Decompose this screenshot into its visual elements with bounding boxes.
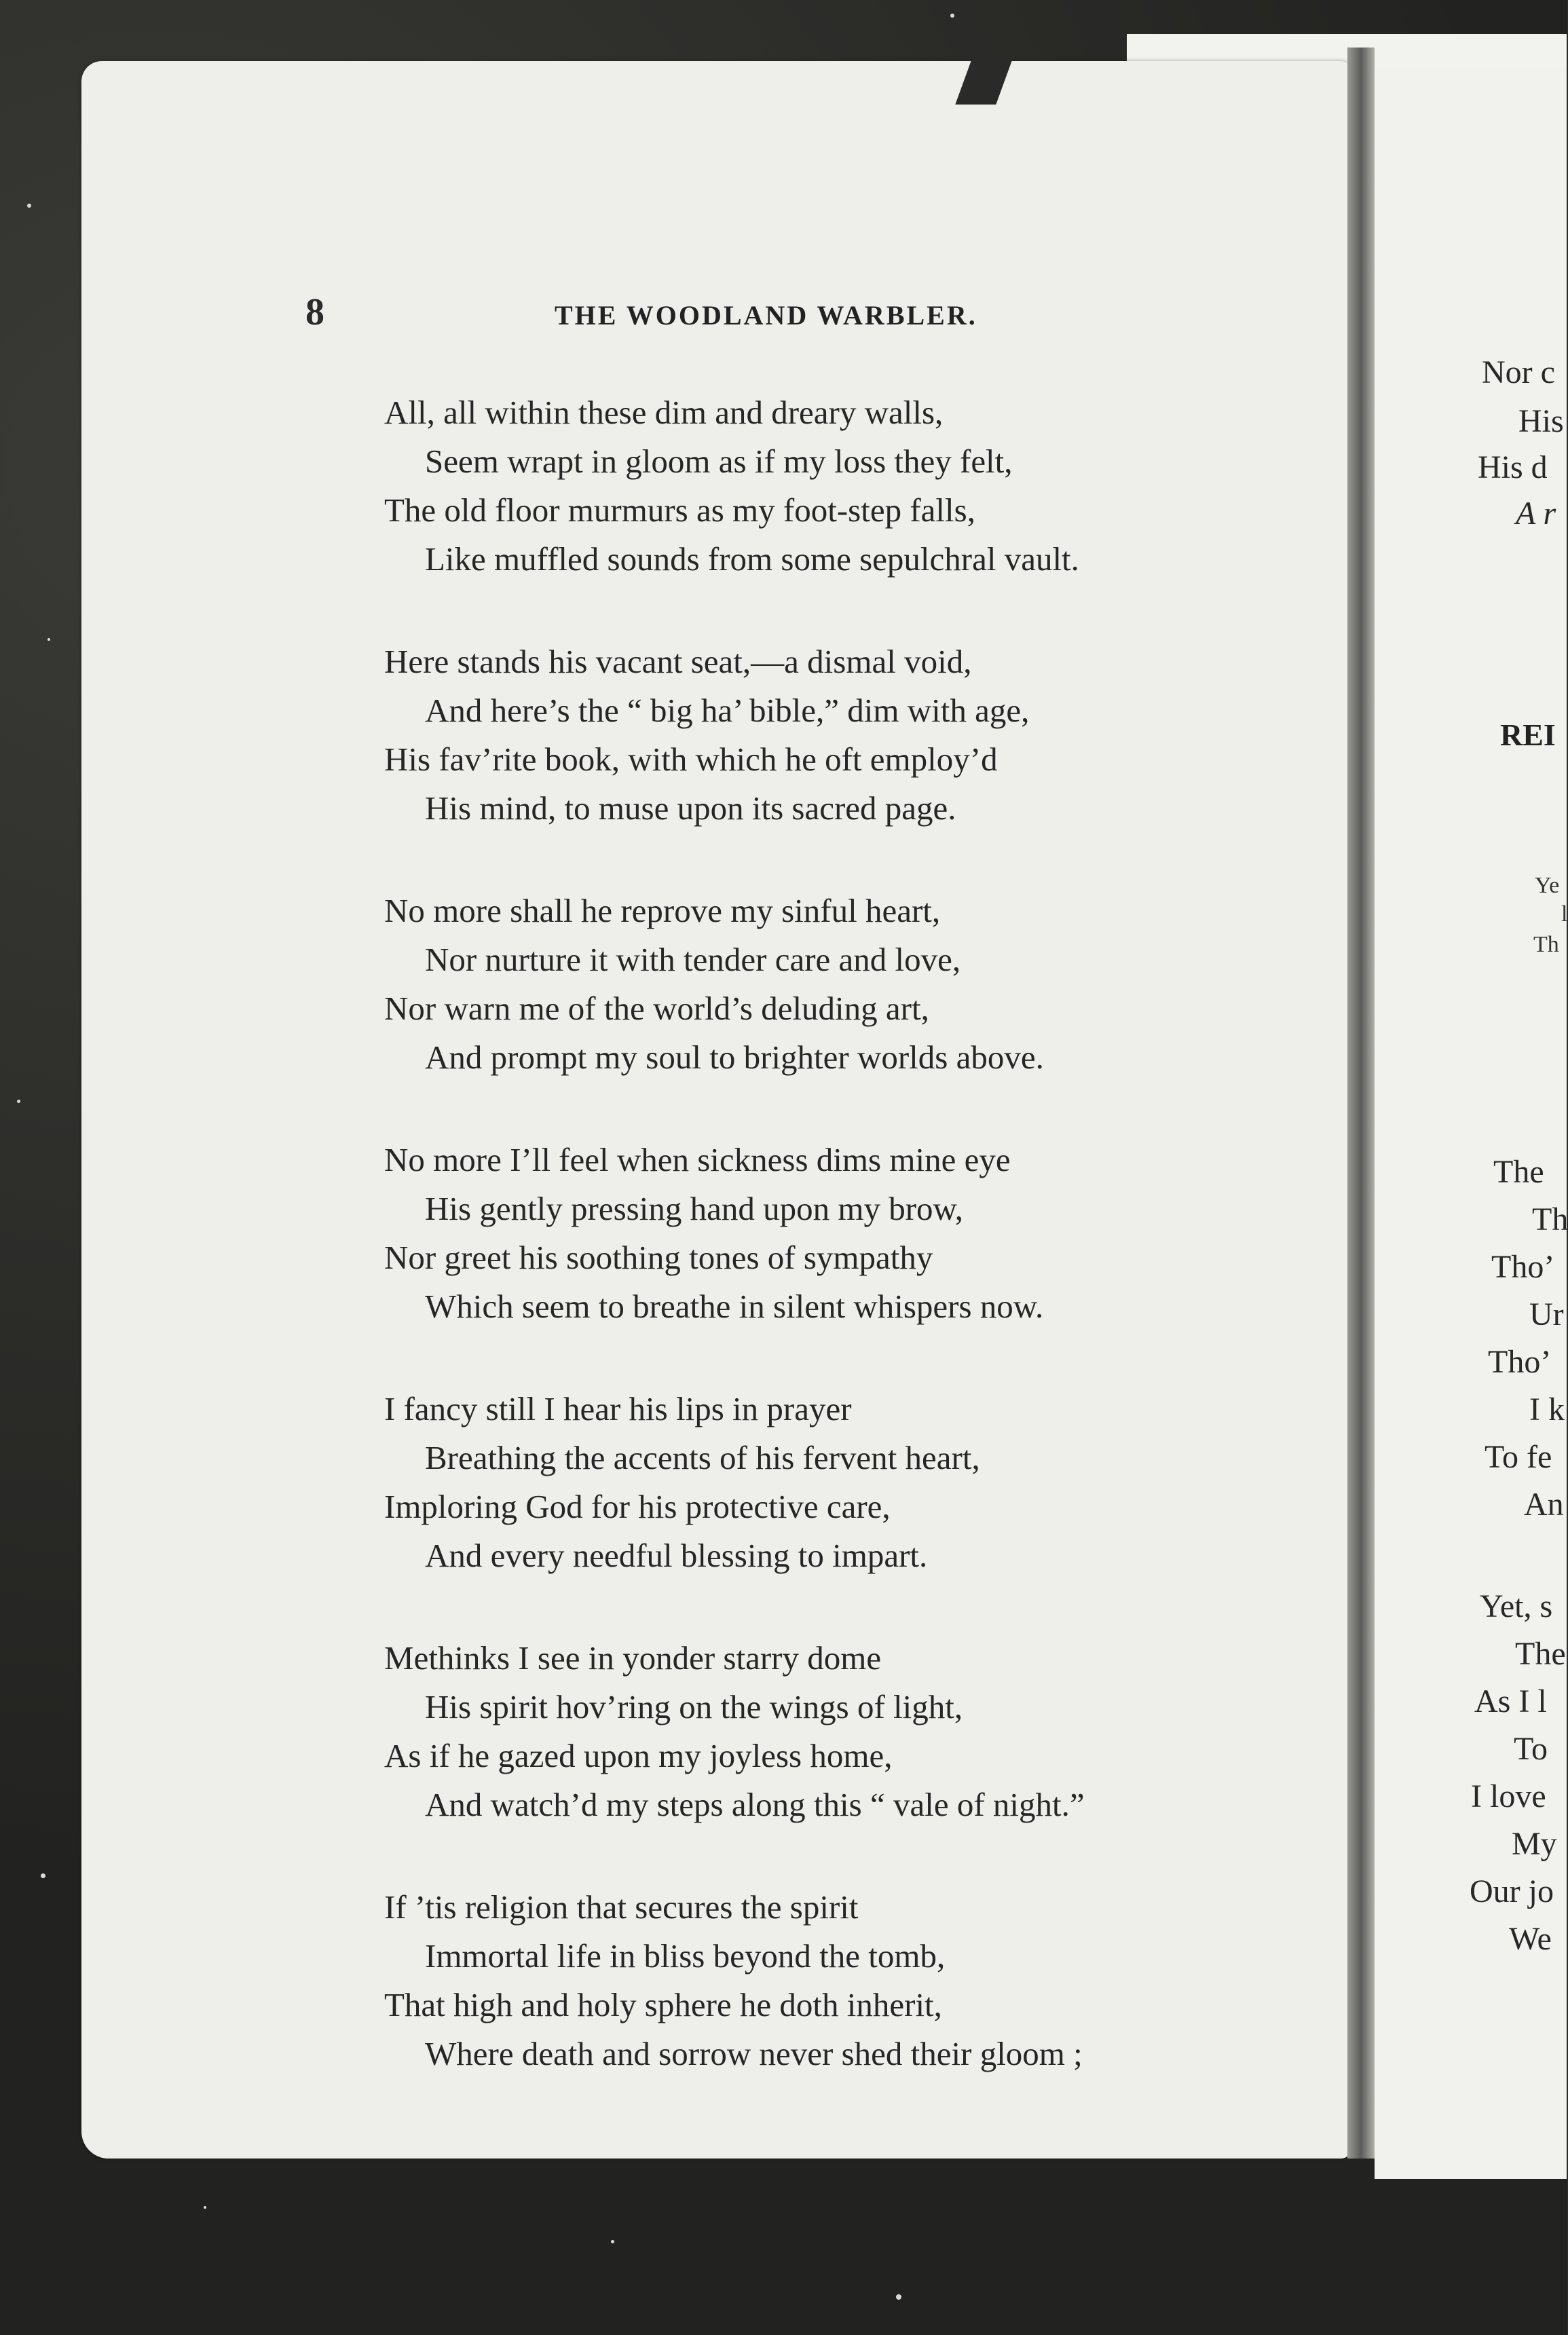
poem-line: Imploring God for his protective care, (384, 1488, 891, 1525)
right-page-line: A r (1516, 496, 1556, 531)
right-page-line: As I l (1474, 1683, 1547, 1719)
poem-line: If ’tis religion that secures the spirit (384, 1888, 859, 1926)
stanza (384, 1136, 1321, 1331)
right-page-line: Th (1532, 1201, 1568, 1237)
poem-line: And here’s the “ big ha’ bible,” dim with age, (425, 692, 1030, 729)
right-page-line: The (1493, 1154, 1544, 1190)
dust-speck (611, 2240, 614, 2243)
right-page-heading: REI (1500, 717, 1556, 752)
dust-speck (17, 1100, 20, 1103)
running-head: THE WOODLAND WARBLER. (555, 300, 977, 331)
poem-line: His fav’rite book, with which he oft employ’d (384, 741, 998, 778)
dust-speck (204, 2206, 206, 2209)
poem-line: As if he gazed upon my joyless home, (384, 1737, 893, 1774)
poem-line: Methinks I see in yonder starry dome (384, 1639, 882, 1677)
poem-body (384, 388, 1321, 2132)
poem-line: Nor warn me of the world’s deluding art, (384, 990, 929, 1027)
page-number: 8 (305, 291, 324, 333)
poem-line: Nor nurture it with tender care and love, (425, 941, 961, 978)
right-page-line: We (1509, 1921, 1552, 1957)
right-page-line: Nor c (1482, 354, 1555, 390)
poem-line: Immortal life in bliss beyond the tomb, (425, 1937, 946, 1975)
poem-line: Which seem to breathe in silent whispers now. (425, 1288, 1044, 1325)
right-page-small-line: Ye (1535, 873, 1560, 898)
book-gutter (1347, 48, 1375, 2159)
right-page-line: My (1512, 1826, 1557, 1862)
stanza (384, 388, 1321, 584)
right-page-line: An (1524, 1487, 1564, 1523)
poem-line: The old floor murmurs as my foot-step falls, (384, 491, 975, 529)
right-page-line: The (1515, 1636, 1566, 1672)
right-page-line: I k (1529, 1391, 1565, 1427)
poem-line: His spirit hov’ring on the wings of light, (425, 1688, 963, 1725)
poem-line: I fancy still I hear his lips in prayer (384, 1390, 852, 1427)
dust-speck (41, 1873, 45, 1878)
poem-line: No more shall he reprove my sinful heart, (384, 892, 941, 929)
right-page-clip (1375, 0, 1567, 2335)
poem-line: Like muffled sounds from some sepulchral vault. (425, 540, 1079, 578)
stanza (384, 886, 1321, 1082)
right-page-line: To (1514, 1731, 1548, 1767)
right-page-line: Yet, s (1480, 1588, 1553, 1624)
poem-line: Seem wrapt in gloom as if my loss they felt, (425, 443, 1013, 480)
poem-line: And every needful blessing to impart. (425, 1537, 928, 1574)
poem-line: Breathing the accents of his fervent heart, (425, 1439, 980, 1476)
dust-speck (27, 204, 31, 208)
stanza (384, 1634, 1321, 1829)
right-page-line: To fe (1485, 1439, 1552, 1475)
poem-line: His mind, to muse upon its sacred page. (425, 789, 956, 827)
right-page-line: His (1518, 403, 1564, 439)
poem-line: No more I’ll feel when sickness dims mine eye (384, 1141, 1011, 1178)
right-page-line: Tho’ (1488, 1344, 1552, 1380)
poem-line: And prompt my soul to brighter worlds above. (425, 1039, 1044, 1076)
dust-speck (48, 638, 50, 641)
poem-line: And watch’d my steps along this “ vale of night.” (425, 1786, 1085, 1823)
right-page-line: I love (1471, 1778, 1546, 1814)
dust-speck (896, 2294, 901, 2300)
poem-line: All, all within these dim and dreary walls, (384, 394, 944, 431)
poem-line: Nor greet his soothing tones of sympathy (384, 1239, 933, 1276)
right-page-line: His d (1478, 449, 1548, 485)
stanza (384, 1883, 1321, 2078)
stanza (384, 1385, 1321, 1580)
stanza (384, 637, 1321, 833)
right-page-line: Our jo (1470, 1873, 1554, 1909)
poem-line: Where death and sorrow never shed their gloom ; (425, 2035, 1083, 2072)
dust-speck (950, 14, 954, 18)
poem-line: That high and holy sphere he doth inherit, (384, 1986, 942, 2023)
right-page-small-line: Th (1533, 932, 1559, 957)
right-page-line: Ur (1529, 1296, 1564, 1332)
poem-line: His gently pressing hand upon my brow, (425, 1190, 963, 1227)
right-page-line: Tho’ (1491, 1249, 1555, 1285)
poem-line: Here stands his vacant seat,—a dismal void, (384, 643, 972, 680)
right-page-small-line: l (1561, 901, 1568, 927)
